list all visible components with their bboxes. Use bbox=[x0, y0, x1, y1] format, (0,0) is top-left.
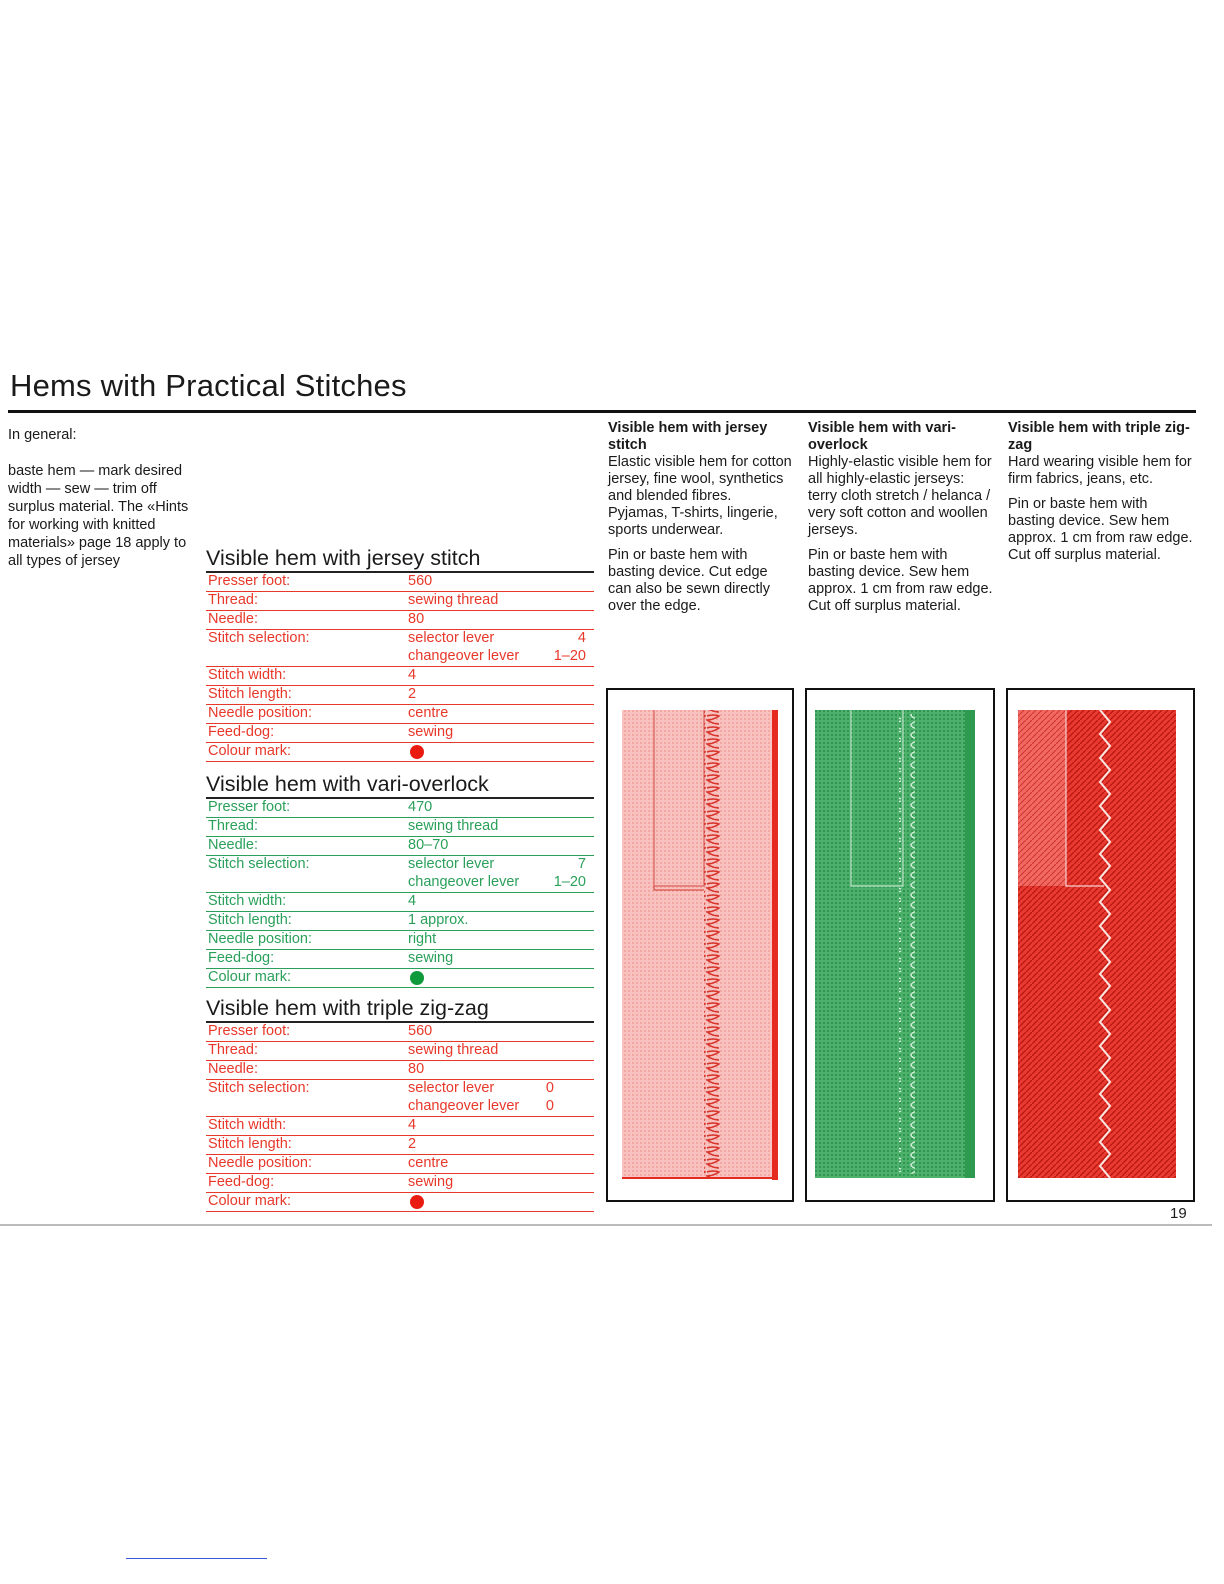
label: Needle: bbox=[208, 837, 258, 853]
value: centre bbox=[408, 1155, 449, 1171]
label: Thread: bbox=[208, 818, 258, 834]
description-title: Visible hem with triple zig-zag bbox=[1008, 420, 1190, 453]
value: 1 approx. bbox=[408, 912, 469, 928]
row-stitch-length bbox=[206, 686, 594, 705]
value-number: 1–20 bbox=[553, 648, 586, 664]
label: Needle: bbox=[208, 1061, 258, 1077]
value: changeover lever bbox=[408, 648, 520, 664]
row-feed-dog bbox=[206, 1174, 594, 1193]
row-stitch-selection bbox=[206, 856, 594, 874]
link-underline bbox=[126, 1558, 267, 1559]
intro-body: baste hem — mark desired width — sew — trim off surplus material. The «Hints for working with knitted materials» page 18 apply to all types of jersey bbox=[8, 463, 189, 569]
row-thread bbox=[206, 1042, 594, 1061]
row-presser-foot bbox=[206, 573, 594, 592]
value: selector lever bbox=[408, 630, 495, 646]
row-stitch-width bbox=[206, 893, 594, 912]
page-number: 19 bbox=[1170, 1205, 1187, 1222]
bottom-rule bbox=[0, 1224, 1212, 1226]
label: Stitch width: bbox=[208, 1117, 287, 1133]
label: Feed-dog: bbox=[208, 724, 275, 740]
section-title: Visible hem with jersey stitch bbox=[206, 545, 594, 573]
row-colour-mark bbox=[206, 969, 594, 988]
value: centre bbox=[408, 705, 449, 721]
value: 560 bbox=[408, 573, 433, 589]
label: Stitch width: bbox=[208, 667, 287, 683]
row-needle-position bbox=[206, 931, 594, 950]
value: 4 bbox=[408, 667, 417, 683]
row-feed-dog bbox=[206, 950, 594, 969]
description-instructions: Pin or baste hem with basting device. Sew hem approx. 1 cm from raw edge. Cut off surplus material. bbox=[1008, 496, 1193, 563]
label: Stitch width: bbox=[208, 893, 287, 909]
row-thread bbox=[206, 592, 594, 611]
description-title: Visible hem with vari-overlock bbox=[808, 420, 957, 453]
row-stitch-selection bbox=[206, 1080, 594, 1098]
label: Stitch length: bbox=[208, 686, 292, 702]
row-changeover bbox=[206, 648, 594, 667]
label: Feed-dog: bbox=[208, 1174, 275, 1190]
value: 2 bbox=[408, 1136, 417, 1152]
row-presser-foot bbox=[206, 1023, 594, 1042]
value: sewing thread bbox=[408, 818, 499, 834]
colour-mark-dot bbox=[410, 745, 424, 759]
value: 560 bbox=[408, 1023, 433, 1039]
value-number: 0 bbox=[545, 1080, 554, 1096]
label: Presser foot: bbox=[208, 573, 291, 589]
label: Colour mark: bbox=[208, 969, 291, 985]
label: Presser foot: bbox=[208, 799, 291, 815]
row-needle-position bbox=[206, 705, 594, 724]
label: Stitch length: bbox=[208, 912, 292, 928]
description-body: Elastic visible hem for cotton jersey, fine wool, synthetics and blended fibres. Pyjamas, T-shirts, lingerie, sports underwear. bbox=[608, 454, 792, 538]
description-body: Hard wearing visible hem for firm fabrics, jeans, etc. bbox=[1008, 454, 1192, 487]
section-title: Visible hem with vari-overlock bbox=[206, 771, 594, 799]
label: Presser foot: bbox=[208, 1023, 291, 1039]
fabric-sample-image bbox=[608, 690, 792, 1200]
description-jersey bbox=[608, 420, 794, 623]
label: Stitch selection: bbox=[208, 856, 310, 872]
label: Needle position: bbox=[208, 705, 312, 721]
value: 80 bbox=[408, 1061, 425, 1077]
row-stitch-width bbox=[206, 1117, 594, 1136]
colour-mark-dot bbox=[410, 1195, 424, 1209]
value: sewing bbox=[408, 950, 454, 966]
row-stitch-selection bbox=[206, 630, 594, 648]
label: Stitch selection: bbox=[208, 1080, 310, 1096]
row-needle bbox=[206, 837, 594, 856]
label: Needle: bbox=[208, 611, 258, 627]
description-title: Visible hem with jersey stitch bbox=[608, 420, 768, 453]
description-instructions: Pin or baste hem with basting device. Cut edge can also be sewn directly over the edge. bbox=[608, 547, 770, 614]
row-changeover bbox=[206, 1098, 594, 1117]
intro-text bbox=[8, 426, 198, 588]
label: Thread: bbox=[208, 1042, 258, 1058]
title-rule bbox=[8, 410, 1196, 413]
description-triple-zigzag bbox=[1008, 420, 1194, 572]
label: Needle position: bbox=[208, 1155, 312, 1171]
label: Thread: bbox=[208, 592, 258, 608]
settings-table-vari-overlock bbox=[206, 771, 594, 988]
row-colour-mark bbox=[206, 743, 594, 762]
colour-mark-dot bbox=[410, 971, 424, 985]
label: Needle position: bbox=[208, 931, 312, 947]
value: selector lever bbox=[408, 1080, 495, 1096]
label: Colour mark: bbox=[208, 1193, 291, 1209]
fabric-sample-image bbox=[1008, 690, 1193, 1200]
description-vari-overlock bbox=[808, 420, 994, 623]
value: changeover lever bbox=[408, 874, 520, 890]
label: Colour mark: bbox=[208, 743, 291, 759]
swatch-vari-overlock bbox=[805, 688, 995, 1202]
label: Feed-dog: bbox=[208, 950, 275, 966]
value: selector lever bbox=[408, 856, 495, 872]
label: Stitch length: bbox=[208, 1136, 292, 1152]
row-stitch-width bbox=[206, 667, 594, 686]
page-title: Hems with Practical Stitches bbox=[10, 368, 407, 403]
row-needle bbox=[206, 1061, 594, 1080]
fabric-sample-image bbox=[807, 690, 993, 1200]
row-presser-foot bbox=[206, 799, 594, 818]
description-instructions: Pin or baste hem with basting device. Sew hem approx. 1 cm from raw edge. Cut off surplus material. bbox=[808, 547, 993, 614]
swatch-jersey-stitch bbox=[606, 688, 794, 1202]
value: 2 bbox=[408, 686, 417, 702]
row-stitch-length bbox=[206, 912, 594, 931]
description-body: Highly-elastic visible hem for all highly-elastic jerseys: terry cloth stretch / helanca / very soft cotton and woollen jerseys. bbox=[808, 454, 992, 538]
row-needle-position bbox=[206, 1155, 594, 1174]
value: 4 bbox=[408, 1117, 417, 1133]
value: sewing thread bbox=[408, 592, 499, 608]
value-number: 0 bbox=[545, 1098, 554, 1114]
section-title: Visible hem with triple zig-zag bbox=[206, 995, 594, 1023]
row-stitch-length bbox=[206, 1136, 594, 1155]
value: sewing bbox=[408, 724, 454, 740]
value: sewing bbox=[408, 1174, 454, 1190]
swatch-triple-zigzag bbox=[1006, 688, 1195, 1202]
value-number: 4 bbox=[577, 630, 586, 646]
row-thread bbox=[206, 818, 594, 837]
value: 80 bbox=[408, 611, 425, 627]
label: Stitch selection: bbox=[208, 630, 310, 646]
row-colour-mark bbox=[206, 1193, 594, 1212]
value-number: 1–20 bbox=[553, 874, 586, 890]
settings-table-jersey bbox=[206, 545, 594, 762]
value: sewing thread bbox=[408, 1042, 499, 1058]
row-needle bbox=[206, 611, 594, 630]
value: 470 bbox=[408, 799, 433, 815]
value: changeover lever bbox=[408, 1098, 520, 1114]
row-changeover bbox=[206, 874, 594, 893]
value-number: 7 bbox=[577, 856, 586, 872]
settings-table-triple-zigzag bbox=[206, 995, 594, 1212]
value: 80–70 bbox=[408, 837, 449, 853]
row-feed-dog bbox=[206, 724, 594, 743]
value: 4 bbox=[408, 893, 417, 909]
value: right bbox=[408, 931, 437, 947]
intro-heading: In general: bbox=[8, 427, 77, 443]
